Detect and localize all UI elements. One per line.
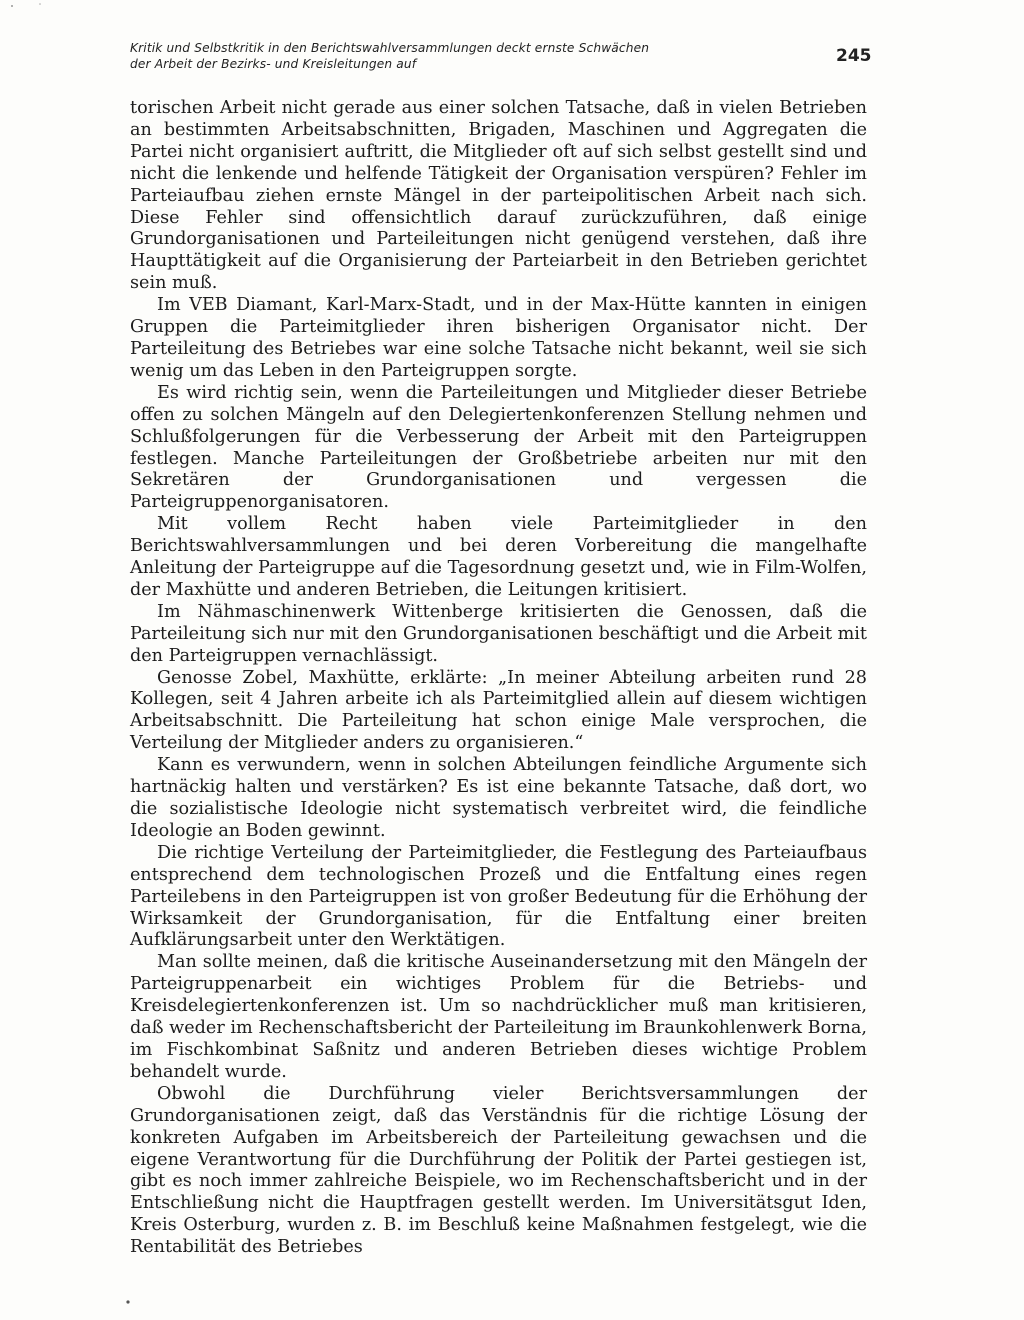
body-text: [130, 98, 867, 1259]
paragraph-10: Obwohl die Durchführung vieler Berichtsversammlungen der Grundorganisationen zeigt, daß das Verständnis für die richtige Lösung der konkreten Aufgaben im Arbeitsbereich der Parteileitung gewachsen und die eigene Verantwortung für die Durchführung der Politik der Partei gestiegen ist, gibt es noch immer zahlreiche Beispiele, wo im Rechenschaftsbericht und in der Entschließung nicht die Hauptfragen gestellt werden. Im Universitätsgut Iden, Kreis Osterburg, wurden z. B. im Beschluß keine Maßnahmen festgelegt, wie die Rentabilität des Betriebes: [130, 1083, 867, 1258]
running-head-line-2: der Arbeit der Bezirks- und Kreisleitungen auf: [130, 57, 417, 71]
paragraph-3: Es wird richtig sein, wenn die Parteileitungen und Mitglieder dieser Betriebe offen zu solchen Mängeln auf den Delegiertenkonferenzen Stellung nehmen und Schlußfolgerungen für die Verbesserung der Arbeit mit den Parteigruppen festlegen. Manche Parteileitungen der Großbetriebe arbeiten nur mit den Sekretären der Grundorganisationen und vergessen die Parteigruppenorganisatoren.: [130, 382, 867, 513]
paragraph-2: Im VEB Diamant, Karl-Marx-Stadt, und in der Max-Hütte kannten in einigen Gruppen die Parteimitglieder ihren bisherigen Organisator nicht. Der Parteileitung des Betriebes war eine solche Tatsache nicht bekannt, weil sie sich wenig um das Leben in den Parteigruppen sorgte.: [130, 295, 867, 381]
paragraph-7: Kann es verwundern, wenn in solchen Abteilungen feindliche Argumente sich hartnäckig halten und verstärken? Es ist eine bekannte Tatsache, daß dort, wo die sozialistische Ideologie nicht systematisch verbreitet wird, die feindliche Ideologie an Boden gewinnt.: [130, 755, 867, 841]
paragraph-6: Genosse Zobel, Maxhütte, erklärte: „In meiner Abteilung arbeiten rund 28 Kollegen, seit 4 Jahren arbeite ich als Parteimitglied allein auf diesem wichtigen Arbeitsabschnitt. Die Parteileitung hat schon einige Male versprochen, die Verteilung der Mitglieder anders zu organisieren.“: [130, 667, 867, 754]
paragraph-9: Man sollte meinen, daß die kritische Auseinandersetzung mit den Mängeln der Parteigruppenarbeit ein wichtiges Problem für die Betriebs- und Kreisdelegiertenkonferenzen ist. Um so nachdrücklicher muß man kritisieren, daß weder im Rechenschaftsbericht der Parteileitung im Braunkohlenwerk Borna, im Fischkombinat Saßnitz und anderen Betrieben dieses wichtige Problem behandelt wurde.: [130, 952, 867, 1082]
scan-speck: [126, 1300, 129, 1303]
paragraph-8: Die richtige Verteilung der Parteimitglieder, die Festlegung des Parteiaufbaus entsprechend dem technologischen Prozeß und die Entfaltung eines regen Parteilebens in den Parteigruppen ist von großer Bedeutung für die Erhöhung der Wirksamkeit der Grundorganisation, für die Entfaltung einer breiten Aufklärungsarbeit unter den Werktätigen.: [130, 842, 867, 951]
running-head-line-1: Kritik und Selbstkritik in den Berichtswahlversammlungen deckt ernste Schwächen: [130, 41, 650, 55]
page-number: 245: [836, 46, 872, 66]
paragraph-1: torischen Arbeit nicht gerade aus einer solchen Tatsache, daß in vielen Betrieben an bestimmten Arbeitsabschnitten, Brigaden, Maschinen und Aggregaten die Partei nicht organisiert auftritt, die Mitglieder oft auf sich selbst gestellt sind und nicht die lenkende und helfende Tätigkeit der Organisation verspüren? Fehler im Parteiaufbau ziehen ernste Mängel in der parteipolitischen Arbeit nach sich. Diese Fehler sind offensichtlich darauf zurückzuführen, daß einige Grundorganisationen und Parteileitungen nicht genügend verstehen, daß ihre Haupttätigkeit auf die Organisierung der Parteiarbeit in den Betrieben gerichtet sein muß.: [130, 98, 867, 294]
scan-speck: [11, 5, 13, 7]
running-head: [130, 40, 740, 72]
paragraph-5: Im Nähmaschinenwerk Wittenberge kritisierten die Genossen, daß die Parteileitung sich nur mit den Grundorganisationen beschäftigt und die Arbeit mit den Parteigruppen vernachlässigt.: [130, 601, 867, 666]
paragraph-4: Mit vollem Recht haben viele Parteimitglieder in den Berichtswahlversammlungen und bei deren Vorbereitung die mangelhafte Anleitung der Parteigruppe auf die Tagesordnung gesetzt und, wie in Film-Wolfen, der Maxhütte und anderen Betrieben, die Leitungen kritisiert.: [130, 514, 867, 600]
scan-speck: [39, 3, 41, 5]
